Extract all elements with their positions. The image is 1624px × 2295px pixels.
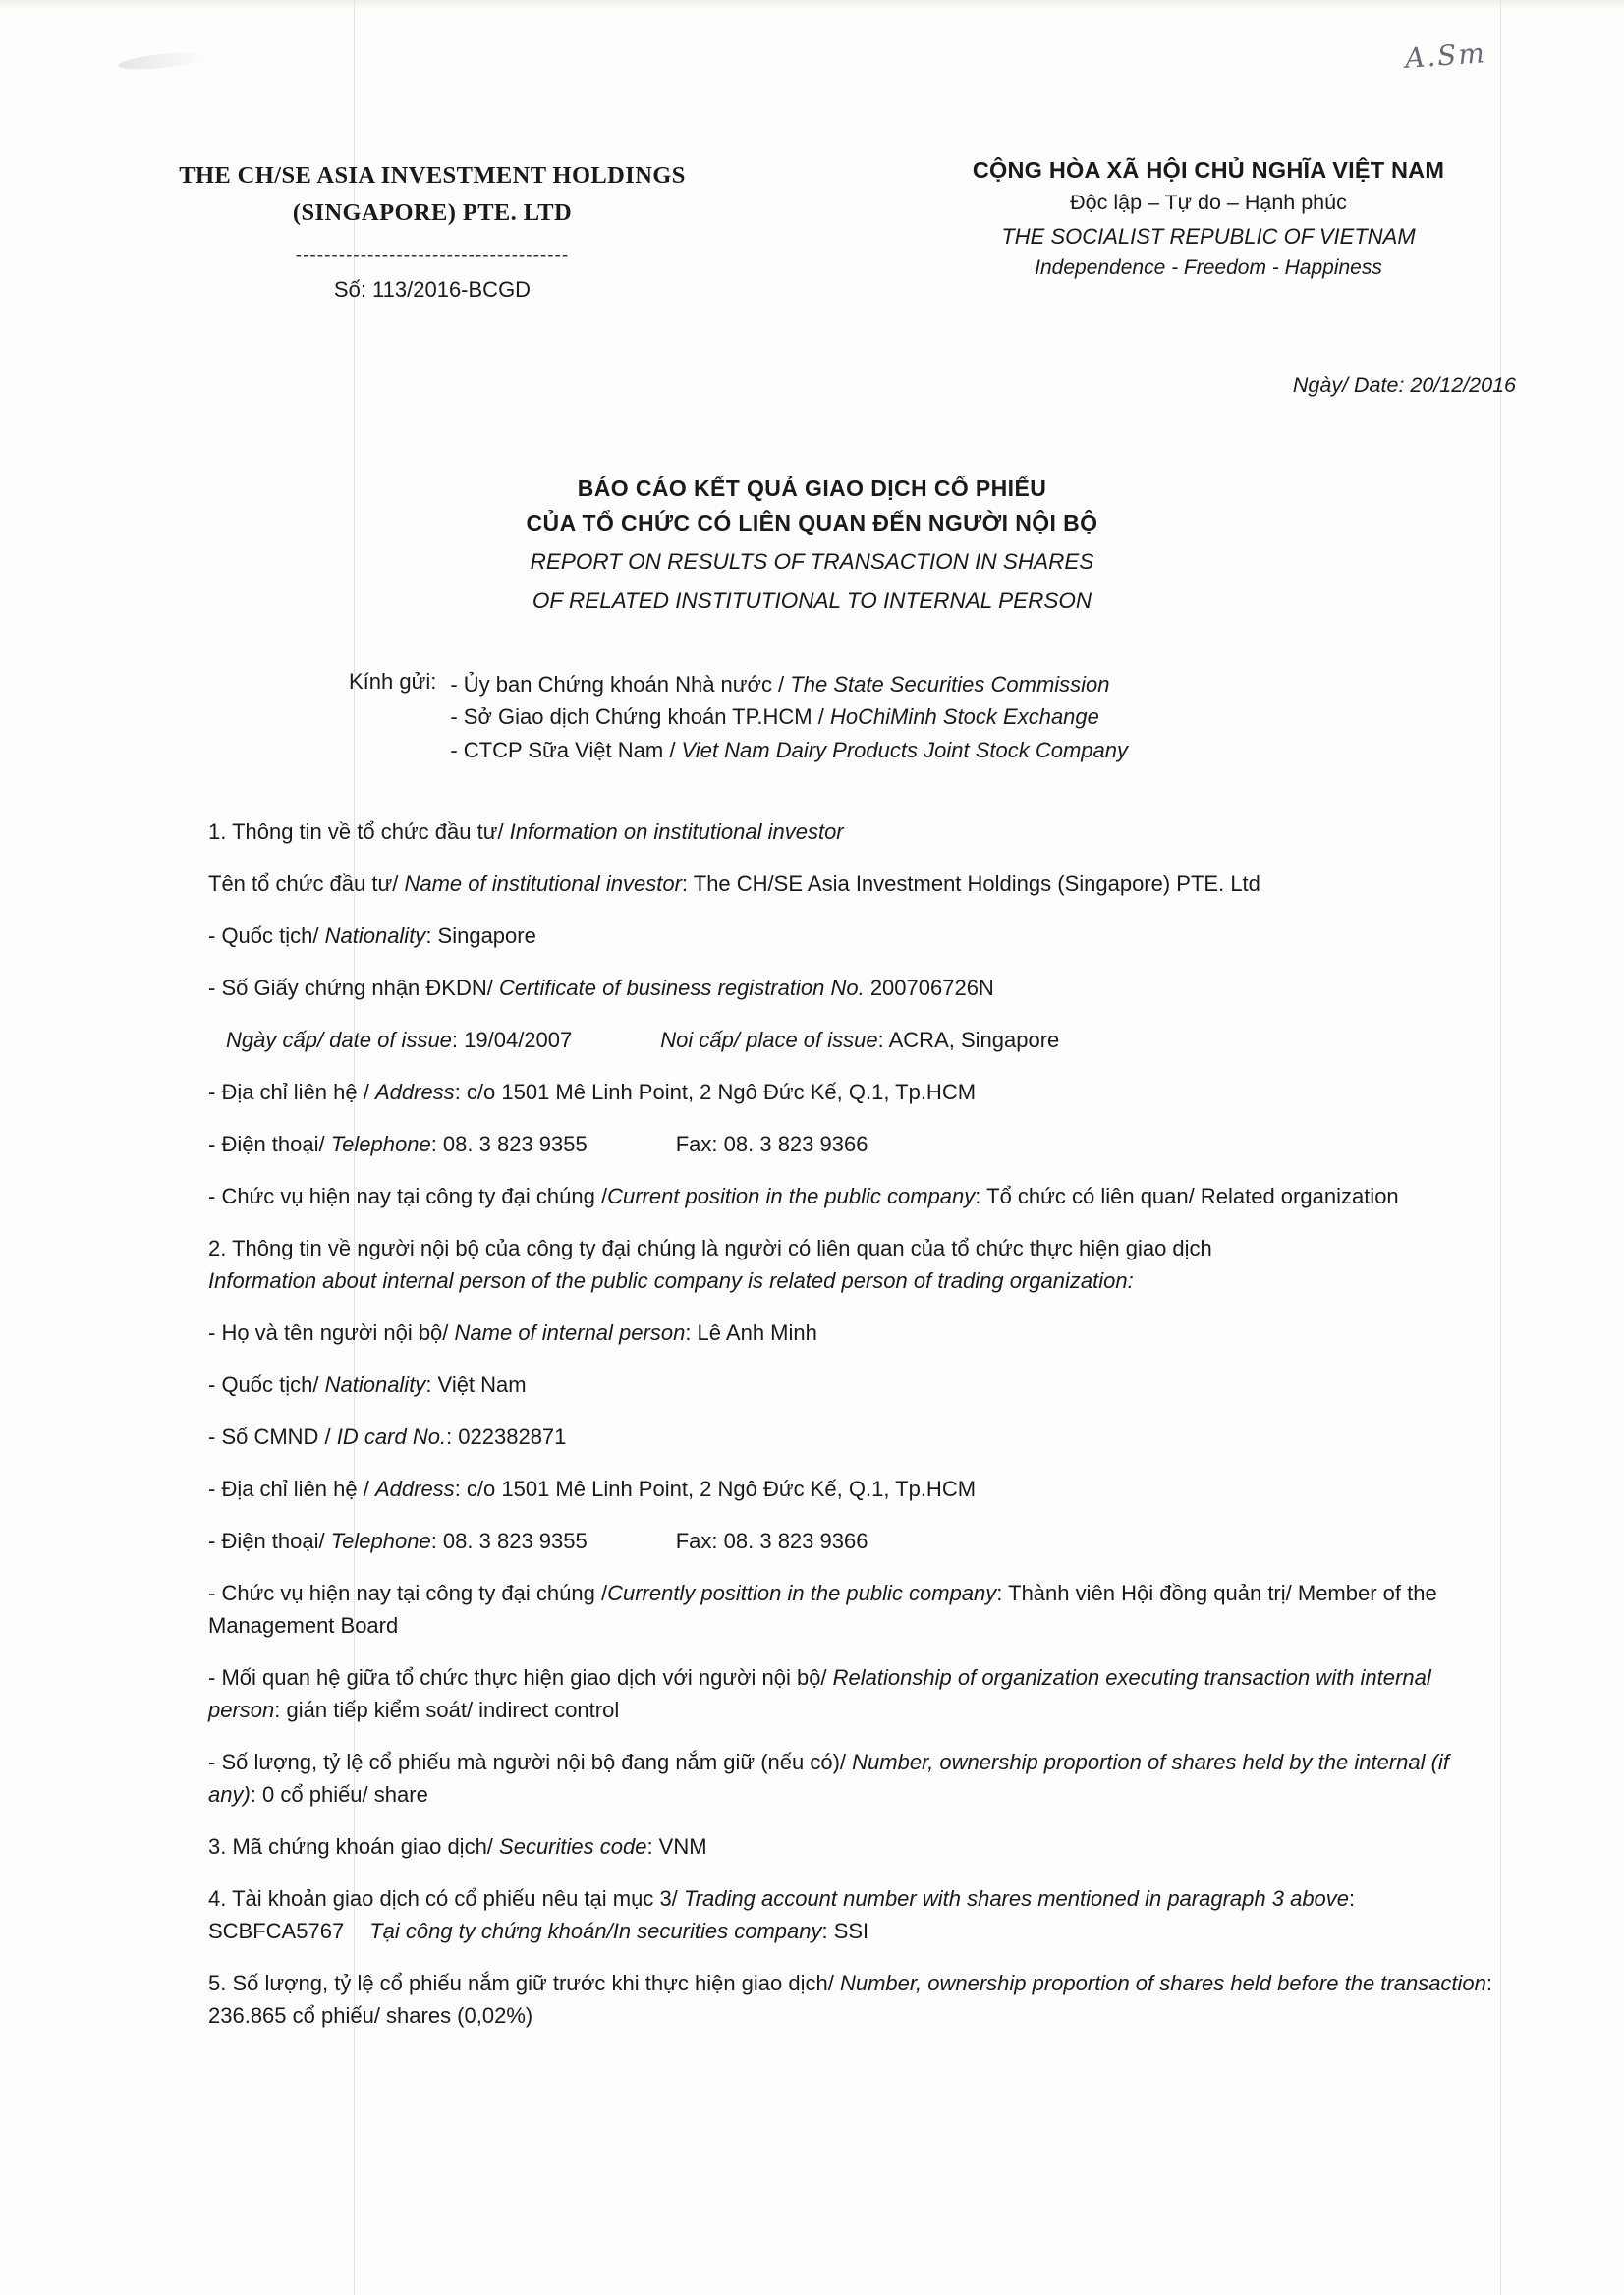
registration-label-vi: - Số Giấy chứng nhận ĐKDN/ <box>208 976 499 1000</box>
phone-label-vi: - Điện thoại/ <box>208 1132 331 1156</box>
section-5-shares-before-transaction <box>208 1967 1495 2032</box>
section-1-heading-en: Information on institutional investor <box>509 819 844 844</box>
document-number: Số: 113/2016-BCGD <box>333 276 532 302</box>
document-header <box>0 157 1624 303</box>
recipient-vi: - CTCP Sữa Việt Nam / <box>450 737 682 762</box>
title-en-line2: OF RELATED INSTITUTIONAL TO INTERNAL PERSON <box>532 588 1092 613</box>
internal-nationality-label-en: Nationality <box>324 1372 426 1397</box>
section-5-label-vi: 5. Số lượng, tỷ lệ cổ phiếu nắm giữ trước khi thực hiện giao dịch/ <box>208 1971 840 1995</box>
internal-nationality-label-vi: - Quốc tịch/ <box>208 1372 325 1397</box>
recipient-item <box>450 700 1128 733</box>
section-4-label-vi: 4. Tài khoản giao dịch có cổ phiếu nêu tại mục 3/ <box>208 1886 684 1911</box>
section-3-value: : VNM <box>646 1834 707 1859</box>
issue-place-value: : ACRA, Singapore <box>877 1028 1060 1052</box>
field-relationship <box>208 1661 1495 1726</box>
internal-position-value: : Thành viên Hội đồng quản trị/ Member of the Management Board <box>208 1581 1437 1638</box>
field-internal-nationality <box>208 1369 1495 1401</box>
relationship-label-en: Relationship of organization executing transaction with internal person <box>208 1665 1431 1722</box>
relationship-label-vi: - Mối quan hệ giữa tổ chức thực hiện giao dịch với người nội bộ/ <box>208 1665 833 1690</box>
recipient-vi: - Ủy ban Chứng khoán Nhà nước / <box>450 672 791 697</box>
recipient-vi: - Sở Giao dịch Chứng khoán TP.HCM / <box>450 704 830 730</box>
recipient-en: HoChiMinh Stock Exchange <box>829 704 1099 730</box>
header-right-block <box>806 157 1611 303</box>
investor-name-label-en: Name of institutional investor <box>404 871 682 896</box>
registration-label-en: Certificate of business registration No. <box>498 976 865 1000</box>
section-2-heading-vi: 2. Thông tin về người nội bộ của công ty đại chúng là người có liên quan của tổ chức thực hiện giao dịch <box>208 1236 1212 1260</box>
field-address <box>208 1076 1495 1108</box>
internal-fax-label: Fax <box>675 1529 712 1553</box>
internal-phone-label-en: Telephone <box>330 1529 431 1553</box>
field-id-card <box>208 1421 1495 1453</box>
issue-date-value: : 19/04/2007 <box>451 1028 573 1052</box>
phone-label-en: Telephone <box>330 1132 431 1156</box>
section-3-label-vi: 3. Mã chứng khoán giao dịch/ <box>208 1834 500 1859</box>
country-name-vi: CỘNG HÒA XÃ HỘI CHỦ NGHĨA VIỆT NAM <box>972 157 1445 183</box>
id-label-en: ID card No. <box>336 1425 447 1449</box>
header-left-block <box>0 157 806 303</box>
fax-label: Fax <box>675 1132 712 1156</box>
id-label-vi: - Số CMND / <box>208 1425 337 1449</box>
field-current-position <box>208 1180 1495 1212</box>
section-4-company-label: Tại công ty chứng khoán/In securities company <box>369 1919 822 1943</box>
section-4-company-value: : SSI <box>821 1919 869 1943</box>
internal-fax-value: : 08. 3 823 9366 <box>711 1529 868 1553</box>
handwritten-annotation: A.Sm <box>1404 36 1488 75</box>
organization-name-line2: (SINGAPORE) PTE. LTD <box>292 198 573 226</box>
nationality-label-vi: - Quốc tịch/ <box>208 924 325 948</box>
internal-position-label-vi: - Chức vụ hiện nay tại công ty đại chúng / <box>208 1581 608 1605</box>
field-shares-held-by-internal <box>208 1746 1495 1811</box>
internal-name-label-vi: - Họ và tên người nội bộ/ <box>208 1320 455 1345</box>
title-en-line1: REPORT ON RESULTS OF TRANSACTION IN SHARES <box>530 549 1094 574</box>
title-vi-line2: CỦA TỔ CHỨC CÓ LIÊN QUAN ĐẾN NGƯỜI NỘI BỘ <box>526 509 1098 535</box>
section-4-value: : SCBFCA5767 <box>208 1886 1356 1943</box>
fax-value: : 08. 3 823 9366 <box>711 1132 868 1156</box>
recipient-item <box>450 734 1128 766</box>
field-internal-address <box>208 1473 1495 1505</box>
internal-phone-label-vi: - Điện thoại/ <box>208 1529 331 1553</box>
issue-place-label: Noi cấp/ place of issue <box>660 1028 878 1052</box>
recipient-en: The State Securities Commission <box>790 672 1110 697</box>
relationship-value: : gián tiếp kiểm soát/ indirect control <box>274 1698 620 1722</box>
field-internal-position <box>208 1577 1495 1642</box>
recipient-en: Viet Nam Dairy Products Joint Stock Company <box>681 737 1128 762</box>
phone-value: : 08. 3 823 9355 <box>430 1132 588 1156</box>
internal-address-label-vi: - Địa chỉ liên hệ / <box>208 1477 375 1501</box>
registration-value: 200706726N <box>864 976 994 1000</box>
section-5-label-en: Number, ownership proportion of shares held before the transaction <box>839 1971 1486 1995</box>
address-label-en: Address <box>374 1080 455 1104</box>
position-value: : Tổ chức có liên quan/ Related organization <box>975 1184 1399 1208</box>
recipients-block <box>349 668 1128 766</box>
national-motto-vi: Độc lập – Tự do – Hạnh phúc <box>1070 191 1347 214</box>
section-2-heading <box>208 1232 1495 1297</box>
internal-nationality-value: : Việt Nam <box>425 1372 527 1397</box>
issue-date-label: Ngày cấp/ date of issue <box>226 1028 452 1052</box>
held-label-vi: - Số lượng, tỷ lệ cổ phiếu mà người nội bộ đang nắm giữ (nếu có)/ <box>208 1750 853 1774</box>
field-issue-date-place <box>208 1024 1495 1056</box>
field-internal-person-name <box>208 1316 1495 1349</box>
document-date: Ngày/ Date: 20/12/2016 <box>1292 373 1516 397</box>
field-nationality <box>208 920 1495 952</box>
section-5-value: : 236.865 cổ phiếu/ shares (0,02%) <box>208 1971 1493 2028</box>
document-title-block <box>0 472 1624 618</box>
section-3-label-en: Securities code <box>499 1834 647 1859</box>
document-body <box>208 815 1495 2051</box>
id-value: : 022382871 <box>446 1425 567 1449</box>
section-1-heading-vi: 1. Thông tin về tổ chức đầu tư/ <box>208 819 510 844</box>
field-telephone-fax <box>208 1128 1495 1160</box>
position-label-en: Current position in the public company <box>607 1184 976 1208</box>
header-divider: -------------------------------------- <box>295 245 570 266</box>
held-value: : 0 cổ phiếu/ share <box>250 1782 428 1807</box>
field-internal-telephone-fax <box>208 1525 1495 1557</box>
recipients-label: Kính gửi: <box>349 669 437 694</box>
nationality-value: : Singapore <box>425 924 536 948</box>
held-label-en: Number, ownership proportion of shares held by the internal (if any) <box>208 1750 1449 1807</box>
section-2-heading-en: Information about internal person of the public company is related person of trading organization: <box>208 1268 1134 1293</box>
position-label-vi: - Chức vụ hiện nay tại công ty đại chúng / <box>208 1184 608 1208</box>
investor-name-value: : The CH/SE Asia Investment Holdings (Singapore) PTE. Ltd <box>681 871 1260 896</box>
organization-name-line1: THE CH/SE ASIA INVESTMENT HOLDINGS <box>179 162 686 189</box>
section-4-label-en: Trading account number with shares mentioned in paragraph 3 above <box>683 1886 1350 1911</box>
national-motto-en: Independence - Freedom - Happiness <box>1035 256 1382 279</box>
nationality-label-en: Nationality <box>324 924 426 948</box>
field-business-registration <box>208 972 1495 1004</box>
address-value: : c/o 1501 Mê Linh Point, 2 Ngô Đức Kế, Q.1, Tp.HCM <box>454 1080 977 1104</box>
internal-address-value: : c/o 1501 Mê Linh Point, 2 Ngô Đức Kế, Q.1, Tp.HCM <box>454 1477 977 1501</box>
field-investor-name <box>208 868 1495 900</box>
investor-name-label-vi: Tên tổ chức đầu tư/ <box>208 871 405 896</box>
section-4-trading-account <box>208 1882 1495 1947</box>
internal-name-label-en: Name of internal person <box>454 1320 686 1345</box>
recipients-list <box>450 668 1128 766</box>
address-label-vi: - Địa chỉ liên hệ / <box>208 1080 375 1104</box>
internal-phone-value: : 08. 3 823 9355 <box>430 1529 588 1553</box>
title-vi-line1: BÁO CÁO KẾT QUẢ GIAO DỊCH CỔ PHIẾU <box>577 476 1047 501</box>
section-1-heading <box>208 815 1495 848</box>
internal-address-label-en: Address <box>374 1477 455 1501</box>
internal-name-value: : Lê Anh Minh <box>685 1320 817 1345</box>
internal-position-label-en: Currently posittion in the public company <box>607 1581 997 1605</box>
country-name-en: THE SOCIALIST REPUBLIC OF VIETNAM <box>1001 224 1416 249</box>
recipient-item <box>450 668 1128 700</box>
section-3-securities-code <box>208 1830 1495 1863</box>
